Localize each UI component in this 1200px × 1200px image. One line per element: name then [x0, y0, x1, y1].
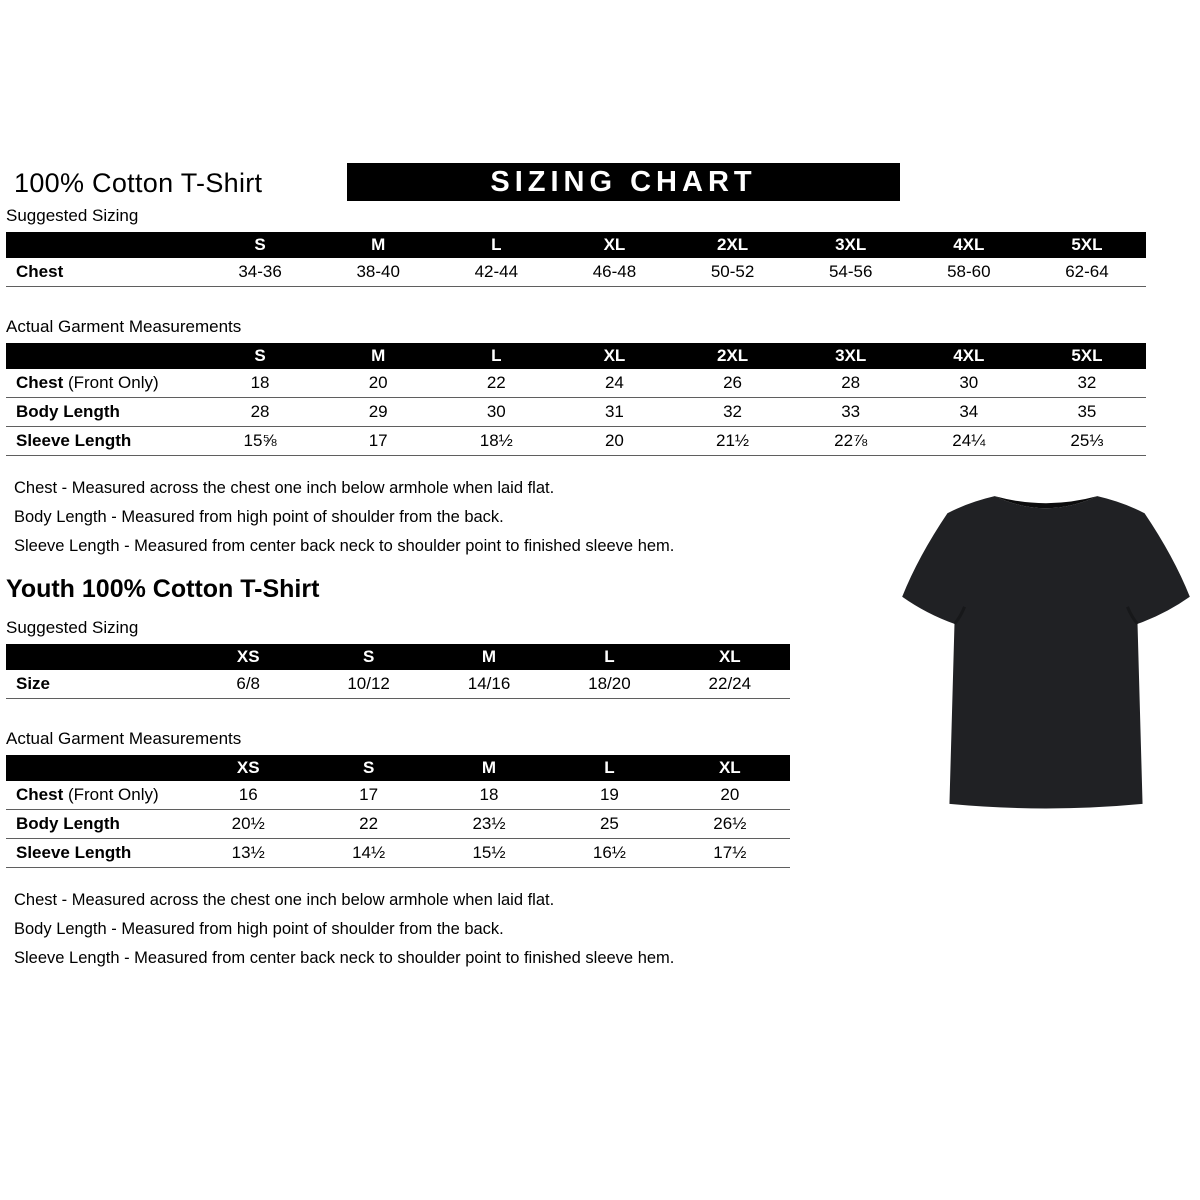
measurement-cell: 33 — [841, 402, 861, 421]
table-header-row — [6, 343, 1146, 369]
measurement-cell: 20 — [604, 431, 624, 450]
row-label-text: Sleeve Length — [16, 843, 132, 862]
measurement-cell: 20½ — [231, 814, 265, 833]
measurement-cell: 32 — [723, 402, 743, 421]
note-chest: Chest - Measured across the chest one inch below armhole when laid flat. — [14, 479, 555, 497]
size-column-header: 4XL — [953, 235, 985, 254]
row-label — [6, 674, 188, 694]
note-body-length: Body Length - Measured from high point of shoulder from the back. — [14, 508, 504, 526]
adult-actual-table — [6, 343, 1146, 456]
measurement-cell: 32 — [1077, 373, 1097, 392]
size-column-header: S — [362, 647, 375, 666]
table-row — [6, 427, 1146, 456]
note-sleeve-length: Sleeve Length - Measured from center back neck to shoulder point to finished sleeve hem. — [14, 537, 675, 555]
size-column-header: L — [604, 647, 615, 666]
measurement-cell: 21½ — [716, 431, 750, 450]
size-column-header: L — [491, 235, 502, 254]
size-column-header: M — [371, 346, 386, 365]
table-row — [6, 810, 790, 839]
measurement-cell: 26½ — [713, 814, 747, 833]
tshirt-body-shape — [902, 496, 1190, 808]
youth-section-title: Youth 100% Cotton T-Shirt — [6, 575, 320, 603]
size-column-header: XL — [718, 647, 741, 666]
measurement-cell: 17 — [368, 431, 388, 450]
measurement-cell: 22 — [486, 373, 506, 392]
measurement-cell: 6/8 — [236, 674, 261, 693]
measurement-cell: 50-52 — [710, 262, 755, 281]
measurement-cell: 62-64 — [1065, 262, 1109, 281]
measurement-cell: 25 — [599, 814, 619, 833]
size-column-header: XS — [236, 758, 260, 777]
note-body-length: Body Length - Measured from high point of shoulder from the back. — [14, 920, 504, 938]
adult-suggested-sizing-label: Suggested Sizing — [6, 206, 139, 225]
row-label-text: Chest — [16, 262, 64, 281]
size-column-header: S — [362, 758, 375, 777]
size-column-header: 5XL — [1071, 235, 1103, 254]
note-chest: Chest - Measured across the chest one inch below armhole when laid flat. — [14, 891, 555, 909]
measurement-cell: 58-60 — [947, 262, 991, 281]
size-column-header: M — [371, 235, 386, 254]
measurement-cell: 10/12 — [347, 674, 390, 693]
measurement-cell: 26 — [723, 373, 743, 392]
size-column-header: XL — [603, 235, 626, 254]
table-row — [6, 781, 790, 810]
measurement-cell: 18/20 — [588, 674, 631, 693]
measurement-cell: 31 — [604, 402, 624, 421]
row-label — [6, 814, 188, 834]
measurement-cell: 34-36 — [238, 262, 282, 281]
size-column-header: S — [254, 346, 266, 365]
size-column-header: 4XL — [953, 346, 985, 365]
measurement-cell: 23½ — [472, 814, 506, 833]
youth-suggested-table — [6, 644, 790, 699]
size-column-header: 3XL — [835, 346, 867, 365]
size-column-header: XL — [603, 346, 626, 365]
table-row — [6, 369, 1146, 398]
note-sleeve-length: Sleeve Length - Measured from center back neck to shoulder point to finished sleeve hem. — [14, 949, 675, 967]
measurement-cell: 22⅞ — [834, 431, 868, 450]
size-column-header: S — [254, 235, 266, 254]
table-header-row — [6, 644, 790, 670]
row-label — [6, 431, 201, 451]
measurement-cell: 14½ — [352, 843, 386, 862]
measurement-cell: 28 — [841, 373, 861, 392]
table-header-row — [6, 755, 790, 781]
table-row — [6, 670, 790, 699]
sizing-chart-banner: SIZING CHART — [347, 163, 900, 201]
adult-suggested-table — [6, 232, 1146, 287]
measurement-cell: 54-56 — [828, 262, 873, 281]
measurement-cell: 16 — [238, 785, 258, 804]
measurement-cell: 17½ — [713, 843, 747, 862]
size-column-header: 5XL — [1071, 346, 1103, 365]
measurement-cell: 20 — [368, 373, 388, 392]
measurement-cell: 24 — [604, 373, 624, 392]
size-column-header: 2XL — [716, 346, 749, 365]
row-label-text: Chest — [16, 785, 64, 804]
row-label — [6, 843, 188, 863]
measurement-cell: 16½ — [592, 843, 626, 862]
measurement-cell: 14/16 — [467, 674, 511, 693]
measurement-cell: 25⅓ — [1070, 431, 1104, 450]
measurement-cell: 13½ — [231, 843, 265, 862]
youth-measurement-notes — [14, 886, 1146, 973]
page-title: 100% Cotton T-Shirt — [14, 168, 263, 198]
row-label-text: Chest — [16, 373, 64, 392]
measurement-cell: 19 — [599, 785, 619, 804]
measurement-cell: 18 — [250, 373, 270, 392]
row-label-text: Size — [16, 674, 51, 693]
measurement-cell: 22 — [359, 814, 379, 833]
table-row — [6, 258, 1146, 287]
size-column-header: 2XL — [716, 235, 749, 254]
youth-actual-measurements-label: Actual Garment Measurements — [6, 729, 242, 748]
header-row — [6, 163, 1146, 201]
row-label-text: Body Length — [16, 402, 120, 421]
row-label: Chest (Front Only) — [16, 373, 159, 392]
youth-actual-table — [6, 755, 790, 868]
measurement-cell: 24¼ — [952, 431, 986, 450]
row-label — [6, 402, 201, 422]
measurement-cell: 17 — [359, 785, 379, 804]
black-tshirt-image — [890, 466, 1200, 818]
size-column-header: L — [491, 346, 502, 365]
size-column-header: XL — [718, 758, 741, 777]
row-label-text: Sleeve Length — [16, 431, 132, 450]
measurement-cell: 18½ — [479, 431, 513, 450]
row-label — [6, 262, 201, 282]
measurement-cell: 28 — [250, 402, 270, 421]
measurement-cell: 38-40 — [356, 262, 400, 281]
adult-actual-measurements-label: Actual Garment Measurements — [6, 317, 242, 336]
size-column-header: XS — [236, 647, 260, 666]
table-row — [6, 839, 790, 868]
youth-suggested-sizing-label: Suggested Sizing — [6, 618, 139, 637]
measurement-cell: 22/24 — [708, 674, 752, 693]
row-label: Chest (Front Only) — [16, 785, 159, 804]
measurement-cell: 46-48 — [592, 262, 637, 281]
measurement-cell: 15½ — [472, 843, 506, 862]
table-row — [6, 398, 1146, 427]
measurement-cell: 20 — [720, 785, 740, 804]
measurement-cell: 42-44 — [474, 262, 519, 281]
measurement-cell: 34 — [959, 402, 979, 421]
measurement-cell: 15⅝ — [243, 431, 277, 450]
table-header-row — [6, 232, 1146, 258]
measurement-cell: 18 — [479, 785, 499, 804]
size-column-header: M — [481, 647, 497, 666]
row-label-text: Body Length — [16, 814, 120, 833]
measurement-cell: 35 — [1077, 402, 1097, 421]
size-column-header: 3XL — [835, 235, 867, 254]
size-column-header: M — [481, 758, 497, 777]
size-column-header: L — [604, 758, 615, 777]
measurement-cell: 29 — [368, 402, 388, 421]
measurement-cell: 30 — [486, 402, 506, 421]
measurement-cell: 30 — [959, 373, 979, 392]
